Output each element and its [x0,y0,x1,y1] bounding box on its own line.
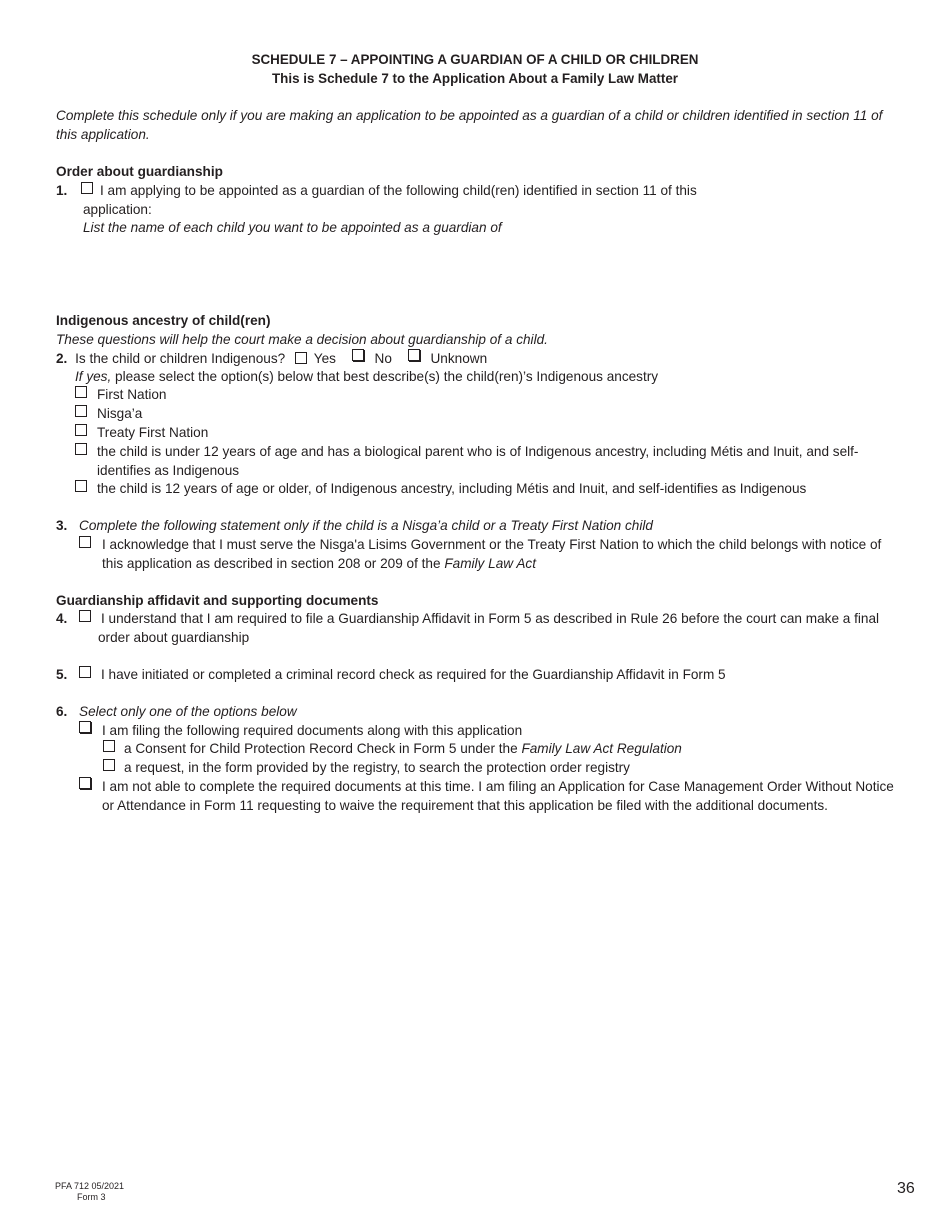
q2-yes-label: Yes [313,351,336,366]
q6-registry-checkbox[interactable] [103,759,115,771]
footer-form-code: PFA 712 05/2021 [55,1181,125,1191]
section-heading-affidavit: Guardianship affidavit and supporting documents [56,593,379,608]
q3-text-act: Family Law Act [444,555,536,571]
q2-row [56,349,487,369]
q2-number: 2. [56,351,68,366]
indigenous-note: These questions will help the court make a decision about guardianship of a child. [56,332,548,347]
option-nisgaa-checkbox[interactable] [75,405,87,417]
footer-form-name: Form 3 [77,1192,106,1202]
q4-text: I understand that I am required to file a Guardianship Affidavit in Form 5 as described in Rule 26 before the court can make a final order about guardianship [98,611,880,645]
q2-no-checkbox[interactable] [352,349,364,361]
q6-consent-checkbox[interactable] [103,740,115,752]
schedule-title: SCHEDULE 7 – APPOINTING A GUARDIAN OF A CHILD OR CHILDREN [251,52,699,67]
q6-consent-text: a Consent for Child Protection Record Check in Form 5 under the [124,741,522,756]
option-under-12-checkbox[interactable] [75,443,87,455]
q2-yes-checkbox[interactable] [295,352,307,364]
option-treaty-first-nation-checkbox[interactable] [75,424,87,436]
option-treaty-first-nation-label: Treaty First Nation [97,425,209,440]
q2-unknown-label: Unknown [430,351,488,366]
option-first-nation-checkbox[interactable] [75,386,87,398]
q1-number: 1. [56,183,68,198]
q3-instruction: Complete the following statement only if the child is a Nisga’a child or a Treaty First Nation child [79,518,653,533]
q6-option-not-able-label: I am not able to complete the required documents at this time. I am filing an Application for Case Management Order Without Notice or Attendance in Form 11 requesting to waive the requirement that this application be filed with the additional documents. [102,779,894,813]
q1-instruction: List the name of each child you want to be appointed as a guardian of [83,220,502,235]
option-under-12-label: the child is under 12 years of age and has a biological parent who is of Indigenous ancestry, including Métis and Inuit, and self-identifies as Indigenous [97,444,859,478]
schedule-subtitle: This is Schedule 7 to the Application About a Family Law Matter [272,71,678,86]
q6-instruction: Select only one of the options below [79,704,297,719]
q2-ifyes [75,368,658,387]
q5-text: I have initiated or completed a criminal record check as required for the Guardianship Affidavit in Form 5 [101,667,726,682]
q2-no-label: No [374,351,392,366]
q1-text: I am applying to be appointed as a guardian of the following child(ren) identified in section 11 of this application: [83,183,697,217]
q3-text [102,536,902,573]
q4-checkbox[interactable] [79,610,91,622]
option-first-nation-label: First Nation [97,387,167,402]
q3-text-main: I acknowledge that I must serve the Nisga'a Lisims Government or the Treaty First Nation to which the child belongs with notice of this application as described in section 208 or 209 of the [102,537,882,571]
q6-consent-regulation: Family Law Act Regulation [521,741,682,756]
q4-number: 4. [56,611,68,626]
option-12-or-older-label: the child is 12 years of age or older, of Indigenous ancestry, including Métis and Inuit, and self-identifies as Indigenous [97,481,807,496]
q5-checkbox[interactable] [79,666,91,678]
q6-option-filing-checkbox[interactable] [79,721,91,733]
intro-text: Complete this schedule only if you are making an application to be appointed as a guardian of a child or children identified in section 11 of this application. [56,108,883,142]
option-nisgaa-label: Nisga’a [97,406,143,421]
q6-option-not-able-checkbox[interactable] [79,777,91,789]
q5-number: 5. [56,667,68,682]
section-heading-indigenous: Indigenous ancestry of child(ren) [56,313,271,328]
q2-question: Is the child or children Indigenous? [75,351,286,366]
q2-unknown-checkbox[interactable] [408,349,420,361]
q6-option-filing-label: I am filing the following required documents along with this application [102,723,523,738]
section-heading-order: Order about guardianship [56,164,223,179]
page-number: 36 [897,1180,915,1197]
q2-ifyes-rest: please select the option(s) below that best describe(s) the child(ren)’s Indigenous ancestry [111,369,659,384]
q6-number: 6. [56,704,68,719]
q6-consent-label [124,740,682,759]
option-12-or-older-checkbox[interactable] [75,480,87,492]
q3-checkbox[interactable] [79,536,91,548]
q2-ifyes-lead: If yes, [75,369,112,384]
q3-number: 3. [56,518,68,533]
q6-registry-label: a request, in the form provided by the registry, to search the protection order registry [124,760,630,775]
